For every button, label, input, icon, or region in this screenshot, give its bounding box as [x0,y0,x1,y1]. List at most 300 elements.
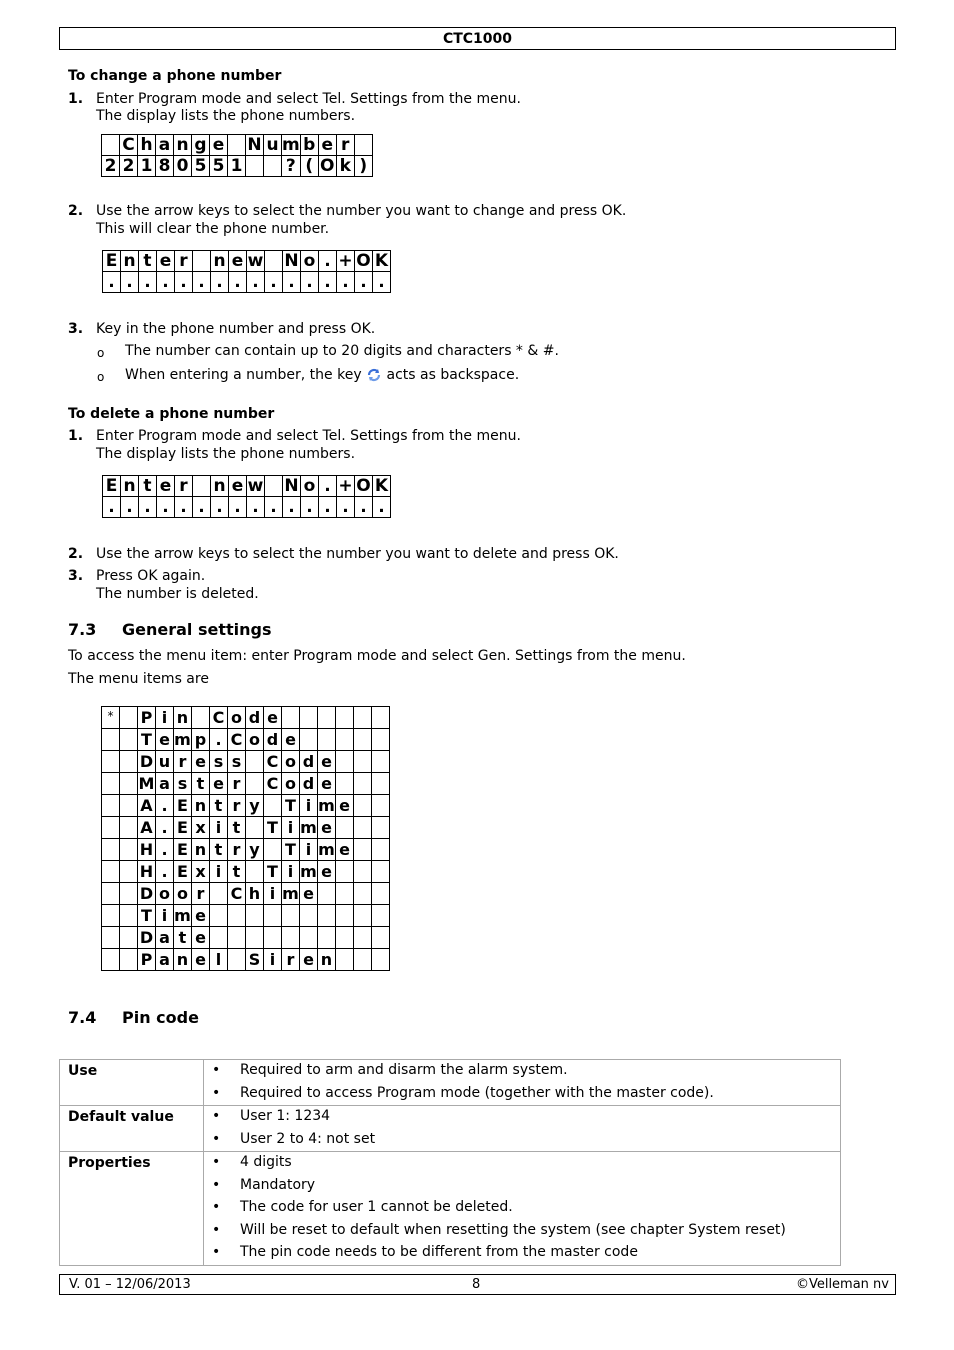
lcd-cell: e [318,773,336,795]
lcd-cell: E [174,861,192,883]
lcd-cell: i [300,795,318,817]
lcd-cell: r [228,773,246,795]
lcd-cell: e [210,135,228,156]
lcd-cell: . [319,251,337,272]
list-item: • The pin code needs to be different from the master code [204,1242,840,1265]
lcd-cell [336,729,354,751]
lcd-cell: e [318,135,336,156]
lcd-cell: i [210,817,228,839]
lcd-cell: . [265,272,283,293]
list-item: • Required to arm and disarm the alarm system. [204,1060,840,1083]
lcd-cell: T [138,729,156,751]
lcd-cell: m [300,818,317,837]
lcd-cell [336,817,354,839]
refresh-icon [366,368,382,382]
lcd-cell [336,707,354,729]
step-number: 1. [68,428,84,444]
lcd-cell: N [284,250,299,271]
lcd-cell: . [156,861,174,883]
list-item: • User 2 to 4: not set [204,1129,840,1152]
lcd-cell [228,949,246,971]
lcd-cell: . [175,272,193,293]
cursor-marker: * [102,707,120,729]
lcd-cell [372,729,390,751]
lcd-cell: t [228,861,246,883]
lcd-cell: N [247,134,262,155]
row-values [204,1152,841,1266]
lcd-cell [246,861,264,883]
lcd-cell: . [175,497,193,518]
lcd-cell: i [156,905,174,927]
step-number: 3. [68,568,84,584]
lcd-cell: m [318,840,335,859]
lcd-cell: ( [300,156,318,177]
lcd-cell: e [192,927,210,949]
lcd-cell: e [336,795,354,817]
lcd-cell [336,927,354,949]
footer-version: V. 01 – 12/06/2013 [69,1277,191,1292]
lcd-cell: e [192,949,210,971]
table-row [60,1106,841,1152]
lcd-cell [102,751,120,773]
section-number: 7.3 [68,620,97,639]
step-text: Use the arrow keys to select the number you want to change and press OK. [96,203,627,219]
lcd-cell: e [229,251,247,272]
menu-item [102,707,390,729]
lcd-cell: A [138,795,156,817]
lcd-cell: . [210,729,228,751]
lcd-cell: . [319,476,337,497]
lcd-cell [354,905,372,927]
lcd-cell: d [264,729,282,751]
lcd-cell [372,751,390,773]
lcd-cell: . [121,272,139,293]
step-text: This will clear the phone number. [96,221,330,237]
lcd-cell [228,135,246,156]
lcd-cell: . [283,497,301,518]
lcd-cell [300,927,318,949]
lcd-cell [372,839,390,861]
lcd-cell [102,927,120,949]
section-number: 7.4 [68,1008,97,1027]
page-header [59,27,896,50]
lcd-cell [318,905,336,927]
lcd-cell [120,927,138,949]
change-number-heading: To change a phone number [68,68,282,84]
lcd-cell [372,773,390,795]
table-row [60,1060,841,1106]
lcd-cell: w [247,475,264,496]
lcd-cell: e [318,751,336,773]
lcd-cell: a [156,927,174,949]
lcd-cell: . [211,272,229,293]
bullet-text-part: When entering a number, the key [125,367,362,383]
lcd-cell: O [319,155,335,176]
lcd-cell [264,156,282,177]
lcd-row [102,156,373,177]
lcd-cell: . [355,497,373,518]
lcd-cell: e [157,251,175,272]
lcd-cell [246,927,264,949]
lcd-cell: e [210,773,228,795]
list-item: • Mandatory [204,1175,840,1198]
lcd-cell: . [247,272,265,293]
lcd-cell: e [318,817,336,839]
lcd-cell: r [336,135,354,156]
lcd-cell: . [157,497,175,518]
lcd-cell: i [282,861,300,883]
step-text: Enter Program mode and select Tel. Settings from the menu. [96,91,521,107]
lcd-cell [354,751,372,773]
lcd-cell: d [300,751,318,773]
step-number: 2. [68,546,84,562]
lcd-cell [102,773,120,795]
lcd-cell [192,707,210,729]
lcd-cell: i [264,949,282,971]
bullet-text [125,367,519,383]
lcd-cell: a [156,773,174,795]
lcd-cell: u [156,751,174,773]
lcd-cell: . [373,272,391,293]
lcd-cell: y [246,795,264,817]
lcd-cell [120,817,138,839]
lcd-cell: r [228,795,246,817]
lcd-cell [318,927,336,949]
lcd-cell: e [300,883,318,905]
lcd-menu-list [101,706,390,971]
lcd-cell: e [229,476,247,497]
lcd-cell: e [264,707,282,729]
lcd-cell [354,927,372,949]
lcd-cell: ) [354,156,372,177]
lcd-cell [102,905,120,927]
lcd-cell [102,839,120,861]
paragraph: To access the menu item: enter Program mode and select Gen. Settings from the menu. [68,648,686,664]
lcd-cell: D [138,751,156,773]
lcd-cell: K [373,251,391,272]
lcd-cell: . [229,497,247,518]
lcd-cell: D [138,883,156,905]
lcd-cell: M [138,774,155,793]
lcd-cell: . [139,272,157,293]
lcd-cell [246,751,264,773]
list-item: • Will be reset to default when resetting the system (see chapter System reset) [204,1220,840,1243]
lcd-cell: i [264,883,282,905]
lcd-cell: C [228,883,246,905]
step-number: 3. [68,321,84,337]
lcd-cell [372,927,390,949]
lcd-cell: . [121,497,139,518]
lcd-cell [336,751,354,773]
lcd-cell: d [300,773,318,795]
lcd-cell: E [103,476,121,497]
lcd-cell: o [228,707,246,729]
lcd-cell [282,707,300,729]
lcd-cell [120,949,138,971]
lcd-cell [336,883,354,905]
list-item: • User 1: 1234 [204,1106,840,1129]
lcd-cell: x [192,817,210,839]
lcd-cell [372,817,390,839]
menu-item [102,751,390,773]
lcd-cell [120,839,138,861]
lcd-cell [210,927,228,949]
lcd-cell [102,861,120,883]
lcd-cell: . [103,497,121,518]
lcd-cell: e [318,861,336,883]
lcd-cell: 0 [174,156,192,177]
lcd-cell: ? [282,156,301,177]
lcd-cell: l [210,949,228,971]
lcd-cell: h [138,135,156,156]
lcd-cell [265,476,283,497]
lcd-cell: 5 [192,156,210,177]
lcd-cell: E [174,839,192,861]
lcd-cell: E [103,251,121,272]
lcd-cell [300,707,318,729]
lcd-cell: E [174,817,192,839]
lcd-cell [372,905,390,927]
footer-page-number: 8 [472,1277,481,1292]
lcd-cell [354,817,372,839]
lcd-cell: r [175,251,193,272]
lcd-cell: y [246,839,264,861]
lcd-row [102,135,373,156]
lcd-cell: r [174,751,192,773]
bullet-text: The number can contain up to 20 digits and characters * & #. [125,343,559,359]
lcd-cell [210,883,228,905]
lcd-cell: u [264,135,282,156]
step-text: Press OK again. [96,568,206,584]
lcd-cell [354,729,372,751]
menu-item [102,839,390,861]
lcd-cell [354,773,372,795]
lcd-cell: . [139,497,157,518]
lcd-cell: h [246,883,264,905]
lcd-cell [318,707,336,729]
lcd-cell: m [318,796,335,815]
header-title: CTC1000 [442,31,513,47]
lcd-cell [120,707,138,729]
lcd-cell: . [157,272,175,293]
lcd-cell: n [174,707,192,729]
lcd-cell: C [210,707,228,729]
lcd-cell [336,949,354,971]
lcd-cell: P [138,707,156,729]
step-number: 2. [68,203,84,219]
lcd-cell [300,729,318,751]
lcd-cell: s [210,751,228,773]
lcd-cell [372,883,390,905]
lcd-cell: . [156,817,174,839]
lcd-cell: . [355,272,373,293]
lcd-cell [246,905,264,927]
lcd-cell [102,729,120,751]
lcd-cell: . [319,272,337,293]
lcd-cell [336,861,354,883]
row-label: Properties [60,1152,204,1266]
lcd-cell: C [228,729,246,751]
lcd-cell: d [246,707,264,729]
menu-item [102,729,390,751]
section-title: General settings [122,620,272,639]
step-text: The number is deleted. [96,586,259,602]
list-item: • Required to access Program mode (together with the master code). [204,1083,840,1106]
lcd-cell [300,905,318,927]
lcd-cell: o [301,251,319,272]
menu-item [102,773,390,795]
lcd-cell: e [192,905,210,927]
lcd-cell: m [282,134,300,155]
lcd-cell [264,795,282,817]
lcd-cell: m [282,884,299,903]
lcd-cell [264,839,282,861]
bullet-marker: o [97,370,105,384]
lcd-row [103,272,391,293]
lcd-cell: T [138,905,156,927]
lcd-cell [246,817,264,839]
lcd-cell [102,883,120,905]
lcd-cell: r [175,476,193,497]
menu-item [102,861,390,883]
lcd-cell [372,949,390,971]
lcd-cell: e [156,729,174,751]
lcd-cell [120,773,138,795]
lcd-cell: t [192,773,210,795]
lcd-cell: . [211,497,229,518]
lcd-cell: . [156,795,174,817]
pin-code-table [59,1059,841,1266]
lcd-cell: o [246,729,264,751]
menu-item [102,817,390,839]
lcd-cell: e [157,476,175,497]
lcd-cell: n [121,476,139,497]
lcd-cell [354,861,372,883]
lcd-cell: a [156,949,174,971]
lcd-cell: m [174,730,191,749]
lcd-cell [264,927,282,949]
lcd-cell: t [210,795,228,817]
lcd-cell: . [247,497,265,518]
lcd-cell [282,905,300,927]
menu-item [102,927,390,949]
lcd-cell [210,905,228,927]
lcd-cell: . [229,272,247,293]
lcd-enter-new-number [102,250,391,293]
lcd-cell: E [174,795,192,817]
lcd-cell [354,707,372,729]
lcd-cell [318,883,336,905]
lcd-cell: i [210,861,228,883]
lcd-cell: e [336,839,354,861]
lcd-cell: n [211,476,229,497]
lcd-cell [264,905,282,927]
lcd-cell: T [264,817,282,839]
lcd-change-number [101,134,373,177]
lcd-cell [372,707,390,729]
lcd-cell: . [283,272,301,293]
lcd-cell [120,883,138,905]
lcd-cell: C [264,773,282,795]
step-text: Enter Program mode and select Tel. Settings from the menu. [96,428,521,444]
step-text: Key in the phone number and press OK. [96,321,376,337]
footer-copyright: ©Velleman nv [795,1277,889,1292]
lcd-cell: i [282,817,300,839]
lcd-cell: m [174,906,191,925]
lcd-cell: 5 [210,156,228,177]
lcd-row [103,476,391,497]
bullet-marker: o [97,346,105,360]
lcd-cell [354,949,372,971]
lcd-cell [372,861,390,883]
lcd-cell: . [193,272,211,293]
lcd-cell: n [318,949,336,971]
lcd-cell: n [121,251,139,272]
lcd-cell: 1 [228,156,246,177]
lcd-cell [193,476,211,497]
lcd-cell: C [264,751,282,773]
lcd-cell: T [282,795,300,817]
lcd-cell: 1 [138,156,156,177]
table-row [60,1152,841,1266]
lcd-cell [102,135,120,156]
lcd-cell: 2 [120,156,138,177]
row-label: Use [60,1060,204,1106]
bullet-text-part: acts as backspace. [386,367,520,383]
lcd-cell: t [174,927,192,949]
lcd-cell: n [174,135,192,156]
lcd-cell: H [138,861,156,883]
lcd-cell [354,795,372,817]
row-label: Default value [60,1106,204,1152]
lcd-cell: b [300,135,318,156]
lcd-cell [102,817,120,839]
lcd-cell: a [156,135,174,156]
lcd-cell: w [247,250,264,271]
step-text: The display lists the phone numbers. [96,108,356,124]
lcd-row [103,251,391,272]
lcd-cell: t [228,817,246,839]
lcd-cell: . [337,272,355,293]
lcd-cell [102,949,120,971]
lcd-cell [354,839,372,861]
lcd-cell [120,795,138,817]
lcd-cell: H [138,839,156,861]
lcd-cell [193,251,211,272]
lcd-cell: t [210,839,228,861]
lcd-cell: O [356,250,371,271]
step-text: The display lists the phone numbers. [96,446,356,462]
lcd-cell: g [192,135,210,156]
lcd-cell: n [192,839,210,861]
lcd-cell: r [192,883,210,905]
lcd-cell [120,729,138,751]
lcd-cell: 2 [102,156,120,177]
lcd-cell: . [301,497,319,518]
lcd-cell [354,883,372,905]
step-number: 1. [68,91,84,107]
lcd-cell [246,156,264,177]
lcd-cell: n [192,795,210,817]
menu-item [102,905,390,927]
lcd-cell: e [282,729,300,751]
lcd-cell: m [300,862,317,881]
lcd-cell: . [103,272,121,293]
lcd-cell: r [282,949,300,971]
lcd-cell: T [282,839,300,861]
lcd-cell: o [301,476,319,497]
lcd-cell: n [211,251,229,272]
